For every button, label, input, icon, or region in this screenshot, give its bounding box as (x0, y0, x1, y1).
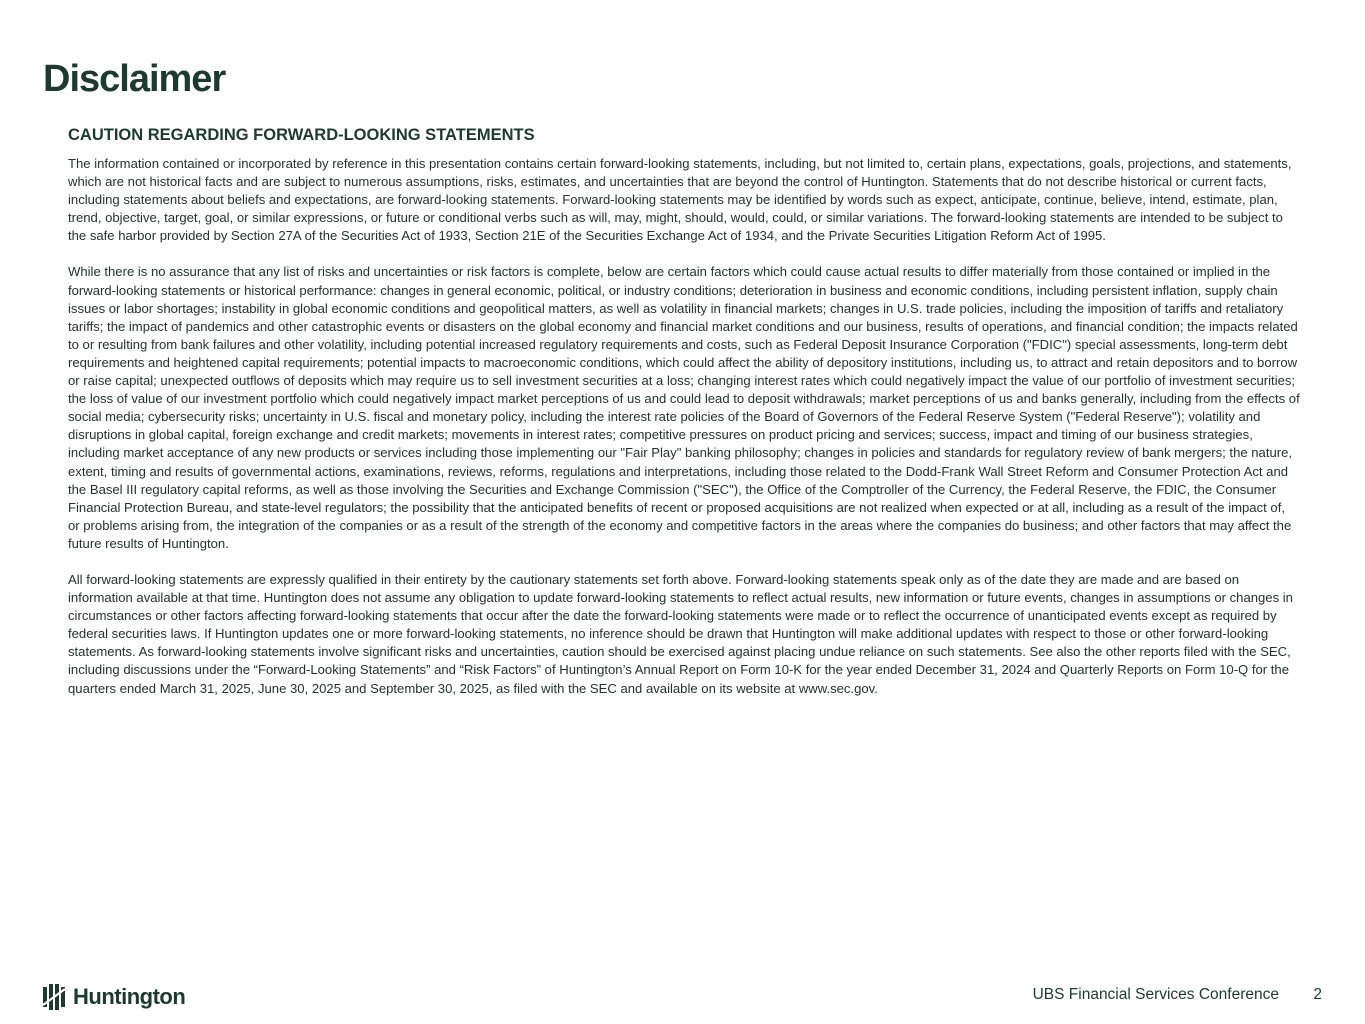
page-title: Disclaimer (43, 58, 226, 100)
huntington-logo (43, 982, 185, 1012)
disclaimer-body (68, 126, 1300, 716)
huntington-logo-icon (43, 983, 67, 1011)
paragraph-risk-factors: While there is no assurance that any list of risks and uncertainties or risk factors is complete, below are certain factors which could cause actual results to differ materially from those contained or implied in the forward-looking statements or historical performance: changes in general economic, political, or industry conditions; deterioration in business and economic conditions, including persistent inflation, supply chain issues or labor shortages; instability in global economic conditions and geopolitical matters, as well as volatility in financial markets; changes in U.S. trade policies, including the imposition of tariffs and retaliatory tariffs; the impact of pandemics and other catastrophic events or disasters on the global economy and financial market conditions and our business, results of operations, and financial condition; the impacts related to or resulting from bank failures and other volatility, including potential increased regulatory requirements and costs, such as Federal Deposit Insurance Corporation ("FDIC") special assessments, long-term debt requirements and heightened capital requirements; potential impacts to macroeconomic conditions, which could affect the ability of depository institutions, including us, to attract and retain depositors and to borrow or raise capital; unexpected outflows of deposits which may require us to sell investment securities at a loss; changing interest rates which could negatively impact the value of our portfolio of investment securities; the loss of value of our investment portfolio which could negatively impact market perceptions of us and could lead to deposit withdrawals; market perceptions of us and banks generally, including from the effects of social media; cybersecurity risks; uncertainty in U.S. fiscal and monetary policy, including the interest rate policies of the Board of Governors of the Federal Reserve System ("Federal Reserve"); volatility and disruptions in global capital, foreign exchange and credit markets; movements in interest rates; competitive pressures on product pricing and services; success, impact and timing of our business strategies, including market acceptance of any new products or services including those implementing our "Fair Play" banking philosophy; changes in policies and standards for regulatory review of bank mergers; the nature, extent, timing and results of governmental actions, examinations, reviews, reforms, regulations and interpretations, including those related to the Dodd-Frank Wall Street Reform and Consumer Protection Act and the Basel III regulatory capital reforms, as well as those involving the Securities and Exchange Commission ("SEC"), the Office of the Comptroller of the Currency, the Federal Reserve, the FDIC, the Consumer Financial Protection Bureau, and state-level regulators; the possibility that the anticipated benefits of recent or proposed acquisitions are not realized when expected or at all, including as a result of the impact of, or problems arising from, the integration of the companies or as a result of the strength of the economy and competitive factors in the areas where the companies do business; and other factors that may affect the future results of Huntington. (68, 264, 1300, 551)
paragraph-qualification: All forward-looking statements are expressly qualified in their entirety by the cautionary statements set forth above. Forward-looking statements speak only as of the date they are made and are based on information available at that time. Huntington does not assume any obligation to update forward-looking statements to reflect actual results, new information or future events, changes in assumptions or changes in circumstances or other factors affecting forward-looking statements that occur after the date the forward-looking statements were made or to reflect the occurrence of unanticipated events except as required by federal securities laws. If Huntington updates one or more forward-looking statements, no inference should be drawn that Huntington will make additional updates with respect to those or other forward-looking statements. As forward-looking statements involve significant risks and uncertainties, caution should be exercised against placing undue reliance on such statements. See also the other reports filed with the SEC, including discussions under the “Forward-Looking Statements” and “Risk Factors” of Huntington’s Annual Report on Form 10-K for the year ended December 31, 2024 and Quarterly Reports on Form 10-Q for the quarters ended March 31, 2025, June 30, 2025 and September 30, 2025, as filed with the SEC and available on its website at www.sec.gov. (68, 571, 1293, 696)
paragraph-safe-harbor: The information contained or incorporated by reference in this presentation contains certain forward-looking statements, including, but not limited to, certain plans, expectations, goals, projections, and statements, which are not historical facts and are subject to numerous assumptions, risks, estimates, and uncertainties that are beyond the control of Huntington. Statements that do not describe historical or current facts, including statements about beliefs and expectations, are forward-looking statements. Forward-looking statements may be identified by words such as expect, anticipate, continue, believe, intend, estimate, plan, trend, objective, target, goal, or similar expressions, or future or conditional verbs such as will, may, might, should, would, could, or similar variations. The forward-looking statements are intended to be subject to the safe harbor provided by Section 27A of the Securities Act of 1933, Section 21E of the Securities Exchange Act of 1934, and the Private Securities Litigation Reform Act of 1995. (68, 156, 1292, 244)
page-number: 2 (1313, 986, 1322, 1003)
section-heading: CAUTION REGARDING FORWARD-LOOKING STATEMENTS (68, 126, 535, 144)
conference-name: UBS Financial Services Conference (1032, 986, 1279, 1003)
logo-wordmark: Huntington (73, 984, 186, 1009)
